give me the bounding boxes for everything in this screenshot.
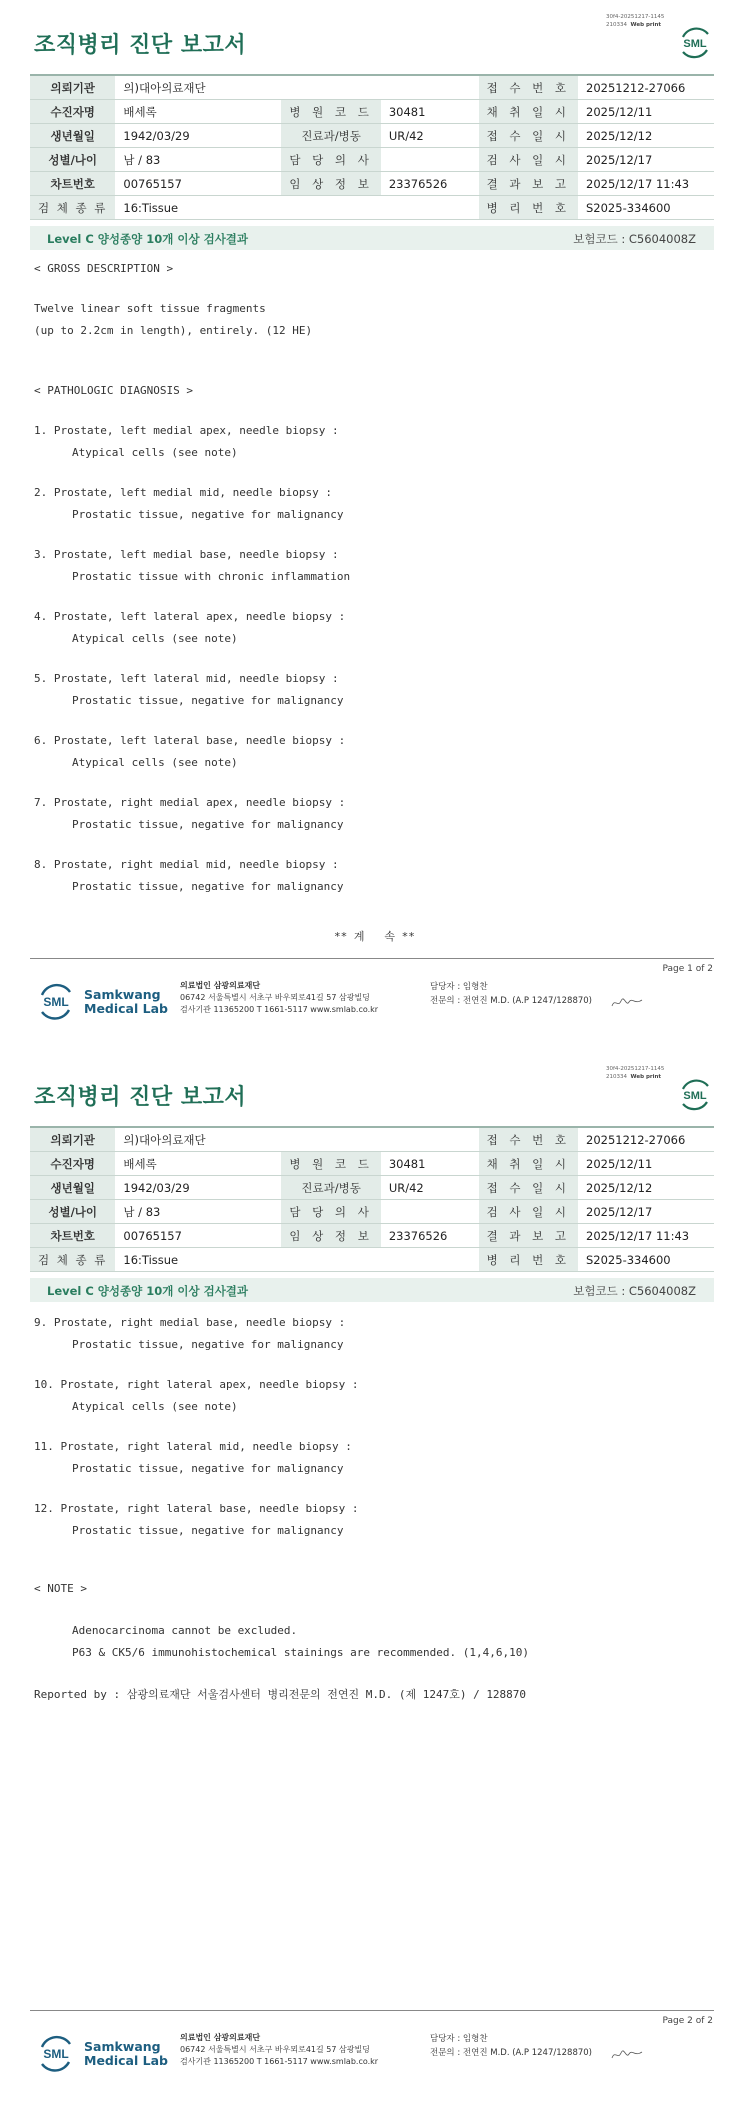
value-specimen: 16:Tissue <box>115 196 478 220</box>
diagnosis-result: Prostatic tissue with chronic inflammation <box>72 570 351 583</box>
label-chart: 차트번호 <box>30 1224 115 1248</box>
value-hospital-code: 30481 <box>381 100 479 124</box>
value-clinical: 23376526 <box>381 172 479 196</box>
label-receipt-no: 접 수 번 호 <box>479 1127 578 1152</box>
value-chart: 00765157 <box>115 1224 281 1248</box>
label-hospital-code: 병 원 코 드 <box>281 100 380 124</box>
diagnosis-result: Atypical cells (see note) <box>72 1400 238 1413</box>
footer-org: 의료법인 삼광의료재단 06742 서울특별시 서초구 바우뫼로41길 57 삼광빌딩 검사기관 11365200 T 1661-5117 www.smlab.co.kr <box>180 981 379 1014</box>
value-sex-age: 남 / 83 <box>115 148 281 172</box>
label-doctor: 담 당 의 사 <box>281 1200 380 1224</box>
diagnosis-site: 1. Prostate, left medial apex, needle biopsy : <box>34 424 339 437</box>
label-collected: 채 취 일 시 <box>479 100 578 124</box>
signature-icon <box>610 2048 644 2062</box>
diagnosis-site: 10. Prostate, right lateral apex, needle biopsy : <box>34 1378 359 1391</box>
label-birth: 생년월일 <box>30 1176 115 1200</box>
diagnosis-result: Prostatic tissue, negative for malignancy <box>72 1524 344 1537</box>
label-specimen: 검 체 종 류 <box>30 1248 115 1272</box>
test-banner <box>30 1278 714 1302</box>
value-tested: 2025/12/17 <box>578 1200 714 1224</box>
value-patient: 배세록 <box>115 100 281 124</box>
value-birth: 1942/03/29 <box>115 124 281 148</box>
report-title: 조직병리 진단 보고서 <box>34 33 247 58</box>
value-received: 2025/12/12 <box>578 124 714 148</box>
label-path-no: 병 리 번 호 <box>479 196 578 220</box>
sml-footer-logo-icon <box>36 982 76 1022</box>
diagnosis-site: 8. Prostate, right medial mid, needle biopsy : <box>34 858 339 871</box>
label-path-no: 병 리 번 호 <box>479 1248 578 1272</box>
print-stamp: 30f4-20251217-1145 210334 Web print <box>606 14 665 28</box>
page-number: Page 1 of 2 <box>662 964 713 974</box>
diagnosis-site: 9. Prostate, right medial base, needle biopsy : <box>34 1316 346 1329</box>
diagnosis-result: Prostatic tissue, negative for malignancy <box>72 694 344 707</box>
diagnosis-result: Atypical cells (see note) <box>72 446 238 459</box>
gross-line: Twelve linear soft tissue fragments <box>34 302 266 315</box>
label-received: 접 수 일 시 <box>479 124 578 148</box>
diagnosis-result: Atypical cells (see note) <box>72 632 238 645</box>
page-number: Page 2 of 2 <box>662 2016 713 2026</box>
diagnosis-site: 7. Prostate, right medial apex, needle biopsy : <box>34 796 346 809</box>
note-line: P63 & CK5/6 immunohistochemical stainings are recommended. (1,4,6,10) <box>72 1646 529 1659</box>
diagnosis-site: 4. Prostate, left lateral apex, needle biopsy : <box>34 610 346 623</box>
label-dept: 진료과/병동 <box>281 1176 380 1200</box>
sml-logo-icon <box>677 25 713 61</box>
diagnosis-site: 5. Prostate, left lateral mid, needle biopsy : <box>34 672 339 685</box>
value-sex-age: 남 / 83 <box>115 1200 281 1224</box>
footer-brand: Samkwang Medical Lab <box>84 2039 168 2068</box>
test-banner <box>30 226 714 250</box>
diagnosis-site: 2. Prostate, left medial mid, needle biopsy : <box>34 486 333 499</box>
footer-org: 의료법인 삼광의료재단 06742 서울특별시 서초구 바우뫼로41길 57 삼광빌딩 검사기관 11365200 T 1661-5117 www.smlab.co.kr <box>180 2033 379 2066</box>
value-receipt-no: 20251212-27066 <box>578 1127 714 1152</box>
report-title: 조직병리 진단 보고서 <box>34 1085 247 1110</box>
diagnosis-site: 3. Prostate, left medial base, needle biopsy : <box>34 548 339 561</box>
patient-info-table <box>30 1126 714 1272</box>
diagnosis-result: Prostatic tissue, negative for malignancy <box>72 880 344 893</box>
diagnosis-heading: < PATHOLOGIC DIAGNOSIS > <box>34 384 193 397</box>
value-collected: 2025/12/11 <box>578 1152 714 1176</box>
label-collected: 채 취 일 시 <box>479 1152 578 1176</box>
value-doctor <box>381 1200 479 1224</box>
label-hospital-code: 병 원 코 드 <box>281 1152 380 1176</box>
diagnosis-result: Prostatic tissue, negative for malignancy <box>72 508 344 521</box>
test-name: Level C 양성종양 10개 이상 검사결과 <box>47 1284 249 1298</box>
insurance-code: 보험코드 : C5604008Z <box>573 232 696 246</box>
value-reported: 2025/12/17 11:43 <box>578 172 714 196</box>
label-chart: 차트번호 <box>30 172 115 196</box>
insurance-code: 보험코드 : C5604008Z <box>573 1284 696 1298</box>
label-clinical: 임 상 정 보 <box>281 172 380 196</box>
value-patient: 배세록 <box>115 1152 281 1176</box>
label-sex-age: 성별/나이 <box>30 1200 115 1224</box>
footer-brand: Samkwang Medical Lab <box>84 987 168 1016</box>
value-institution: 의)대아의료재단 <box>115 1127 478 1152</box>
label-tested: 검 사 일 시 <box>479 148 578 172</box>
footer-divider <box>30 2010 714 2011</box>
label-patient: 수진자명 <box>30 100 115 124</box>
diagnosis-result: Atypical cells (see note) <box>72 756 238 769</box>
logo-text: SML <box>683 1090 707 1102</box>
diagnosis-site: 6. Prostate, left lateral base, needle biopsy : <box>34 734 346 747</box>
label-doctor: 담 당 의 사 <box>281 148 380 172</box>
report-page-2 <box>0 1052 744 2104</box>
print-stamp: 30f4-20251217-1145 210334 Web print <box>606 1066 665 1080</box>
value-clinical: 23376526 <box>381 1224 479 1248</box>
diagnosis-site: 11. Prostate, right lateral mid, needle biopsy : <box>34 1440 352 1453</box>
footer-divider <box>30 958 714 959</box>
label-institution: 의뢰기관 <box>30 1127 115 1152</box>
signature-icon <box>610 996 644 1010</box>
value-institution: 의)대아의료재단 <box>115 75 478 100</box>
label-institution: 의뢰기관 <box>30 75 115 100</box>
logo-text: SML <box>43 995 69 1009</box>
continued-marker: ** 계 속 ** <box>334 930 415 943</box>
logo-text: SML <box>683 38 707 50</box>
gross-heading: < GROSS DESCRIPTION > <box>34 262 174 275</box>
label-reported: 결 과 보 고 <box>479 1224 578 1248</box>
value-birth: 1942/03/29 <box>115 1176 281 1200</box>
label-birth: 생년월일 <box>30 124 115 148</box>
label-tested: 검 사 일 시 <box>479 1200 578 1224</box>
diagnosis-result: Prostatic tissue, negative for malignancy <box>72 818 344 831</box>
diagnosis-result: Prostatic tissue, negative for malignancy <box>72 1338 344 1351</box>
value-reported: 2025/12/17 11:43 <box>578 1224 714 1248</box>
label-specimen: 검 체 종 류 <box>30 196 115 220</box>
note-heading: < NOTE > <box>34 1582 87 1595</box>
value-dept: UR/42 <box>381 1176 479 1200</box>
label-patient: 수진자명 <box>30 1152 115 1176</box>
test-name: Level C 양성종양 10개 이상 검사결과 <box>47 232 249 246</box>
label-clinical: 임 상 정 보 <box>281 1224 380 1248</box>
patient-info-table <box>30 74 714 220</box>
sml-logo-icon <box>677 1077 713 1113</box>
reported-by: Reported by : 삼광의료재단 서울검사센터 병리전문의 전연진 M.D. (제 1247호) / 128870 <box>34 1688 527 1701</box>
value-receipt-no: 20251212-27066 <box>578 75 714 100</box>
value-tested: 2025/12/17 <box>578 148 714 172</box>
value-dept: UR/42 <box>381 124 479 148</box>
footer-contact: 담당자 : 임형찬 전문의 : 전연진 M.D. (A.P 1247/128870) <box>430 982 592 1006</box>
label-receipt-no: 접 수 번 호 <box>479 75 578 100</box>
value-received: 2025/12/12 <box>578 1176 714 1200</box>
value-chart: 00765157 <box>115 172 281 196</box>
value-hospital-code: 30481 <box>381 1152 479 1176</box>
diagnosis-result: Prostatic tissue, negative for malignancy <box>72 1462 344 1475</box>
label-reported: 결 과 보 고 <box>479 172 578 196</box>
value-collected: 2025/12/11 <box>578 100 714 124</box>
label-dept: 진료과/병동 <box>281 124 380 148</box>
sml-footer-logo-icon <box>36 2034 76 2074</box>
value-specimen: 16:Tissue <box>115 1248 478 1272</box>
footer-contact: 담당자 : 임형찬 전문의 : 전연진 M.D. (A.P 1247/128870) <box>430 2034 592 2058</box>
value-path-no: S2025-334600 <box>578 196 714 220</box>
label-received: 접 수 일 시 <box>479 1176 578 1200</box>
gross-line: (up to 2.2cm in length), entirely. (12 HE) <box>34 324 313 337</box>
diagnosis-site: 12. Prostate, right lateral base, needle biopsy : <box>34 1502 359 1515</box>
value-path-no: S2025-334600 <box>578 1248 714 1272</box>
logo-text: SML <box>43 2047 69 2061</box>
value-doctor <box>381 148 479 172</box>
label-sex-age: 성별/나이 <box>30 148 115 172</box>
note-line: Adenocarcinoma cannot be excluded. <box>72 1624 298 1637</box>
